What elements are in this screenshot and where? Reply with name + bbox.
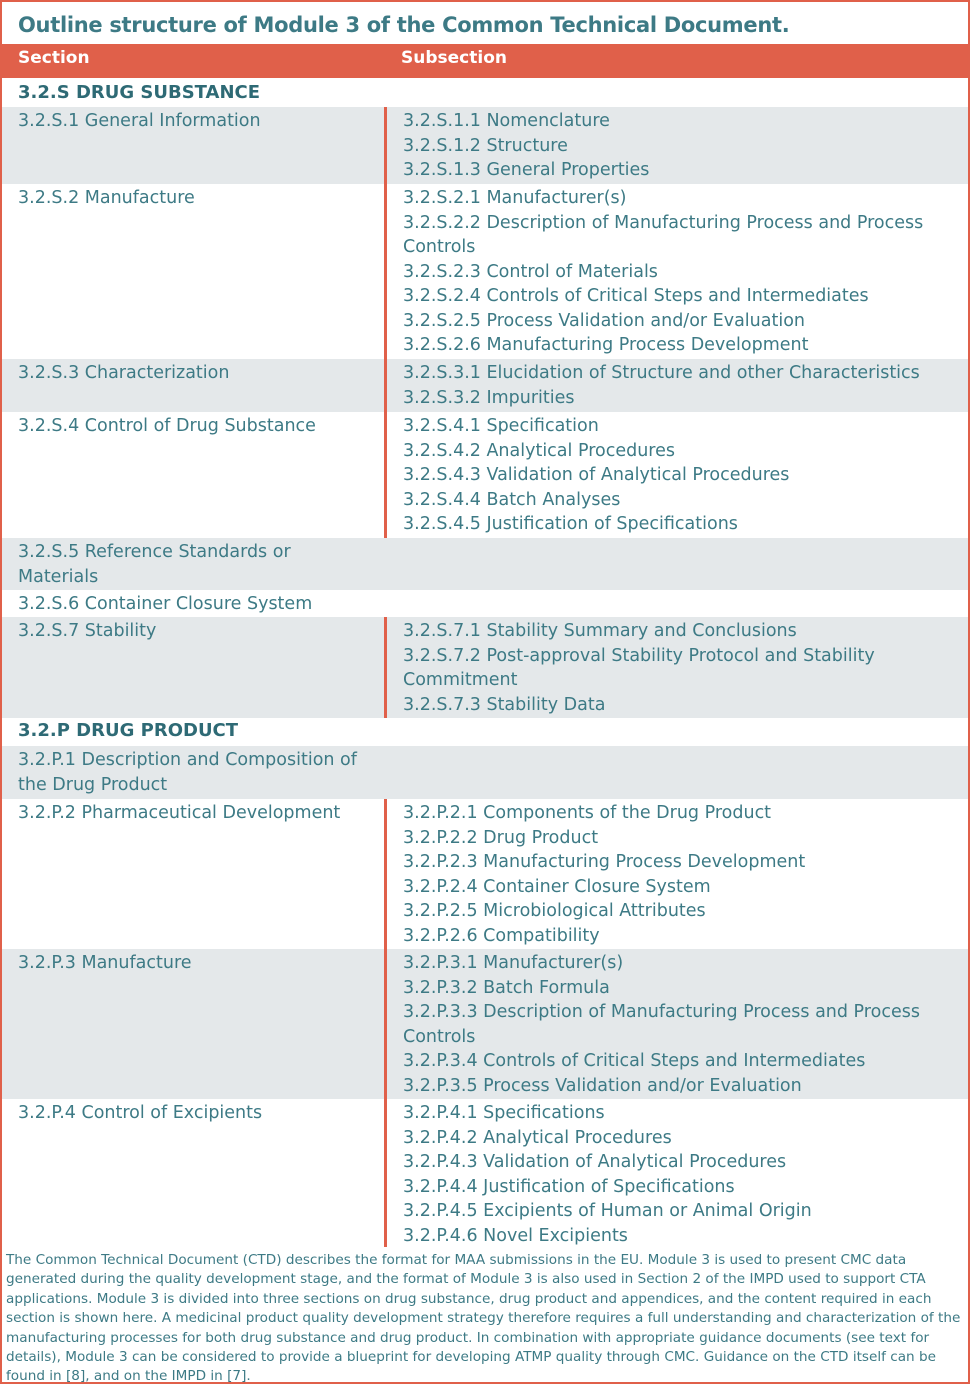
table-row [2,617,968,718]
section-cell: 3.2.S.5 Reference Standards or Materials [18,542,291,587]
table-row [2,949,968,1099]
subsection-item: 3.2.S.2.1 Manufacturer(s) [403,188,627,208]
subsection-item: 3.2.P.2.4 Container Closure System [403,876,711,897]
subsection-column-header: Subsection [401,48,507,68]
subsection-item: 3.2.S.7.3 Stability Data [403,694,606,715]
section-cell: 3.2.P.4 Control of Excipients [18,1103,263,1123]
section-cell: 3.2.S.1 General Information [18,111,261,131]
table-header [2,44,968,78]
section-cell: 3.2.P.1 Description and Composition of the Drug Product [18,750,357,795]
subsection-item: 3.2.S.1.2 Structure [403,135,568,156]
table-row [2,184,968,359]
subsection-item: 3.2.P.4.6 Novel Excipients [403,1225,628,1246]
subsection-item: 3.2.S.1.1 Nomenclature [403,111,610,131]
table-row [2,799,968,949]
subsection-item: 3.2.P.3.4 Controls of Critical Steps and Intermediates [403,1051,866,1071]
subsection-item: 3.2.S.4.2 Analytical Procedures [403,440,676,461]
subsection-cell [384,412,968,538]
section-column-header: Section [18,48,90,68]
subsection-item: 3.2.P.4.2 Analytical Procedures [403,1127,672,1148]
subsection-item: 3.2.P.4.5 Excipients of Human or Animal Origin [403,1201,812,1221]
table-row [2,412,968,538]
subsection-item: 3.2.P.3.1 Manufacturer(s) [403,953,624,973]
subsection-item: 3.2.P.2.3 Manufacturing Process Development [403,852,806,872]
table-row [2,107,968,184]
subsection-item: 3.2.S.4.4 Batch Analyses [403,489,621,510]
subsection-item: 3.2.S.3.2 Impurities [403,387,575,408]
section-cell: 3.2.S.6 Container Closure System [18,594,313,614]
subsection-cell [384,799,968,949]
subsection-item: 3.2.P.3.5 Process Validation and/or Evaluation [403,1075,802,1096]
section-cell: 3.2.S.3 Characterization [18,363,230,383]
subsection-cell [384,949,968,1099]
subsection-item: 3.2.S.3.1 Elucidation of Structure and other Characteristics [403,363,920,383]
subsection-item: 3.2.P.2.1 Components of the Drug Product [403,803,772,823]
subsection-item: 3.2.S.4.5 Justification of Specifications [403,514,738,534]
subsection-cell [384,617,968,718]
footnote: The Common Technical Document (CTD) describes the format for MAA submissions in the EU. Module 3 is used to present CMC data generated during the quality development stage, and the format of Module 3 is also used in Section 2 of the IMPD used to support CTA applications. Module 3 is divided into three sections on drug substance, drug product and appendices, and the content required in each section is shown here. A medicinal product quality development strategy therefore requires a full understanding and characterization of the manufacturing processes for both drug substance and drug product. In combination with appropriate guidance documents (see text for details), Module 3 can be considered to provide a blueprint for developing ATMP quality through CMC. Guidance on the CTD itself can be found in [8], and on the IMPD in [7]. [6,1252,961,1385]
table-row [2,1099,968,1247]
subsection-item: 3.2.S.4.1 Specification [403,416,599,436]
subsection-item: 3.2.S.4.3 Validation of Analytical Procedures [403,465,790,485]
section-cell: 3.2.P.2 Pharmaceutical Development [18,803,341,823]
subsection-item: 3.2.P.2.6 Compatibility [403,925,600,946]
subsection-item: 3.2.S.2.6 Manufacturing Process Development [403,335,809,355]
section-cell: 3.2.S.4 Control of Drug Substance [18,416,316,436]
subsection-item: 3.2.P.2.2 Drug Product [403,827,599,848]
subsection-item: 3.2.P.4.4 Justification of Specifications [403,1176,735,1197]
drug-substance-heading: 3.2.S DRUG SUBSTANCE [18,82,261,103]
subsection-item: 3.2.P.3.3 Description of Manufacturing Process and Process Controls [403,1002,920,1047]
table-row [2,590,968,617]
subsection-item: 3.2.S.2.5 Process Validation and/or Evaluation [403,310,806,331]
table-body [2,80,968,1247]
subsection-item: 3.2.S.1.3 General Properties [403,160,650,180]
subsection-item: 3.2.S.2.2 Description of Manufacturing Process and Process Controls [403,212,924,257]
table-row [2,538,968,590]
subsection-item: 3.2.P.2.5 Microbiological Attributes [403,901,706,921]
subsection-item: 3.2.S.2.3 Control of Materials [403,261,658,282]
subsection-cell [384,359,968,412]
subsection-item: 3.2.P.4.1 Specifications [403,1103,605,1123]
subsection-cell [384,107,968,184]
section-cell: 3.2.S.7 Stability [18,621,157,641]
table-row [2,359,968,412]
subsection-item: 3.2.P.3.2 Batch Formula [403,977,610,998]
subsection-item: 3.2.S.7.1 Stability Summary and Conclusions [403,621,797,641]
table-title: Outline structure of Module 3 of the Common Technical Document. [18,13,790,37]
subsection-cell [384,184,968,359]
section-cell: 3.2.S.2 Manufacture [18,188,195,208]
section-cell: 3.2.P.3 Manufacture [18,953,192,973]
table-row [2,746,968,799]
drug-product-heading: 3.2.P DRUG PRODUCT [18,720,239,741]
subsection-cell [384,1099,968,1247]
subsection-item: 3.2.S.7.2 Post-approval Stability Protocol and Stability Commitment [403,645,875,690]
subsection-item: 3.2.P.4.3 Validation of Analytical Procedures [403,1152,787,1172]
subsection-item: 3.2.S.2.4 Controls of Critical Steps and Intermediates [403,286,869,306]
